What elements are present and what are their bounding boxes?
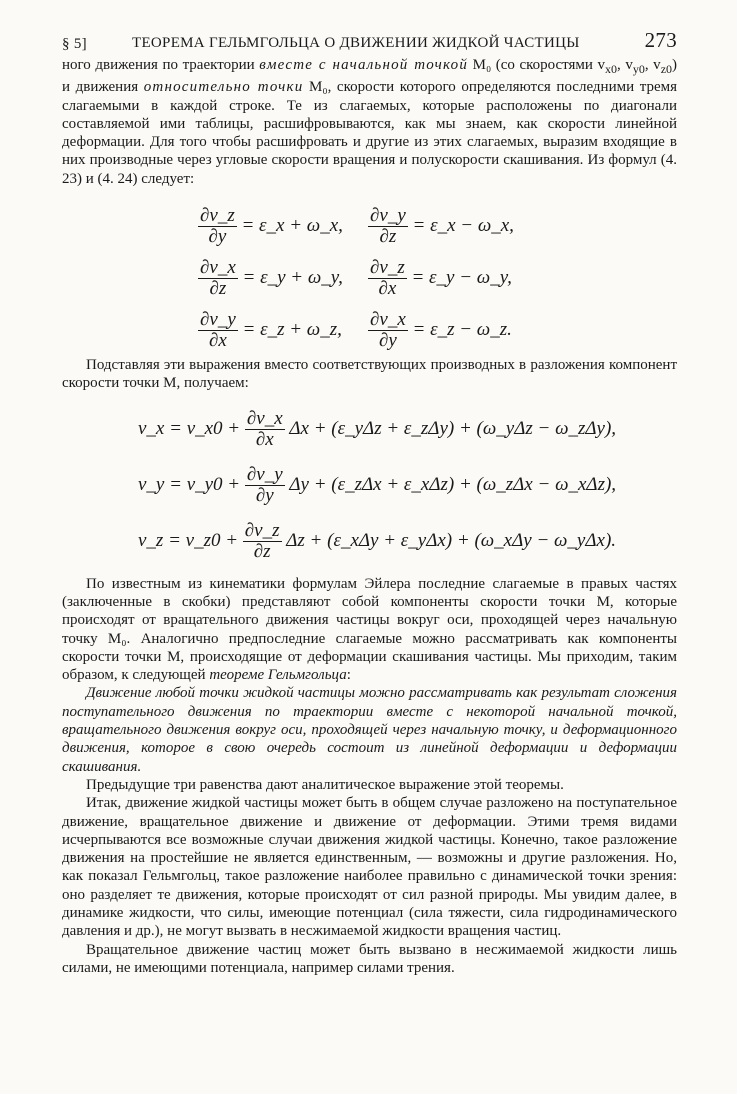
eq6-numerator: ∂v_x [370,309,406,331]
vx-denominator: ∂x [255,428,274,450]
eq3-denominator: ∂z [209,278,227,300]
theorem-statement: Движение любой точки жидкой частицы можно рассматривать как результат сложения поступательного движения по траектории вместе с некоторой начальной точкой, вращательного движения вокруг оси, проходящей через начальную точку, и деформационного движения, которое в свою очередь состоит из линейной деформации и деформации скашивания. [62,685,677,775]
eq6-denominator: ∂y [378,330,397,352]
vx-numerator: ∂v_x [246,407,283,429]
velocity-equation-x [138,409,616,450]
p1-text-e: ) и движения [62,57,678,96]
eq6-rhs: = ε_z − ω_z. [412,318,512,340]
vz-rhs: Δz + (ε_xΔy + ε_yΔx) + (ω_xΔy − ω_yΔx). [281,529,617,551]
vz-lhs: v_z = v_z0 + [138,529,243,551]
equation-4 [368,258,512,299]
p1-emph-b: относительно точки [143,79,304,96]
paragraph-1 [62,56,677,188]
equation-block-velocity [62,409,677,575]
eq5-rhs: = ε_z + ω_z, [242,318,342,340]
eq4-rhs: = ε_y − ω_y, [411,266,512,288]
p1-sub-c: z0 [660,62,673,76]
equation-block-derivatives [62,206,677,356]
vy-numerator: ∂v_y [246,463,283,485]
p3-text-a: По известным из кинематики формулам Эйлера последние слагаемые в правых частях (заключенные в скобки) представляют собой компоненты скорости точки M, которые происходят от вращательного движения частицы вокруг оси, проходящей через начальную точку M₀. Аналогично предпоследние слагаемые можно рассматривать как компоненты скорости точки M, происходящие от деформации скашивания частицы. Мы приходим, таким образом, к следующей [62,575,677,684]
vy-lhs: v_y = v_y0 + [138,473,245,495]
velocity-equation-z [138,521,616,562]
eq2-denominator: ∂z [379,226,397,248]
paragraph-5: Итак, движение жидкой частицы может быть в общем случае разложено на поступательное движение, вращательное движение и движение от деформации. Этими тремя видами исчерпываются все возможные случаи движения жидкой частицы. Конечно, такое разложение движения на простейшие не является единственным, — возможны и другие разложения. Но, как показал Гельмгольц, такое разложение наиболее правильно с динамической точки зрения: оно разделяет те движения, которые происходят от сил разной природы. Мы увидим далее, в динамике жидкости, что силы, имеющие потенциал (сила тяжести, сила гидродинамического давления и др.), не могут вызвать в несжимаемой жидкости вращения частиц. [62,795,677,940]
equation-6 [368,310,512,351]
running-header [62,28,677,56]
vz-numerator: ∂v_z [244,519,280,541]
equation-3 [198,258,343,299]
p1-sub-a: x0 [605,62,618,76]
running-title: ТЕОРЕМА ГЕЛЬМГОЛЬЦА О ДВИЖЕНИИ ЖИДКОЙ ЧАСТИЦЫ [132,35,580,51]
p3-text-b: : [346,667,351,684]
vy-rhs: Δy + (ε_zΔx + ε_xΔz) + (ω_zΔx − ω_xΔz), [284,473,617,495]
p1-sub-b: y0 [632,62,645,76]
page-number: 273 [644,28,677,52]
velocity-equation-y [138,465,616,506]
eq1-denominator: ∂y [208,226,227,248]
p1-text-b: M₀ (со скоростями v [468,57,606,73]
eq4-numerator: ∂v_z [370,257,405,279]
eq1-rhs: = ε_x + ω_x, [241,214,343,236]
vx-lhs: v_x = v_x0 + [138,417,245,439]
eq5-denominator: ∂x [208,330,227,352]
vy-denominator: ∂y [255,484,274,506]
eq1-numerator: ∂v_z [200,205,235,227]
eq3-numerator: ∂v_x [200,257,236,279]
eq2-rhs: = ε_x − ω_x, [412,214,514,236]
eq3-rhs: = ε_y + ω_y, [242,266,343,288]
paragraph-3 [62,575,677,685]
equation-2 [368,206,514,247]
section-marker: § 5] [62,36,87,52]
eq5-numerator: ∂v_y [200,309,236,331]
p1-text-c: , v [617,57,633,73]
p1-text-d: , v [644,57,661,73]
paragraph-2: Подставляя эти выражения вместо соответствующих производных в разложения компонент скорости точки M, получаем: [62,357,677,392]
eq4-denominator: ∂x [378,278,397,300]
equation-5 [198,310,342,351]
p1-text-a: ного движения по траектории [62,57,260,73]
equation-1 [198,206,343,247]
p1-text-f: M₀, скорости которого определяются последними тремя слагаемыми в каждой строке. Те из слагаемых, которые расположены по диагонали составляемой ими таблицы, расшифровываются, как мы знаем, как скорости линейной деформации. Для того чтобы расшифровать и другие из этих слагаемых, выразим входящие в них производные через угловые скорости вращения и полускорости скашивания. Из формул (4. 23) и (4. 24) следует: [62,79,677,187]
p3-emph: теореме Гельмгольца [209,667,347,684]
paragraph-4: Предыдущие три равенства дают аналитическое выражение этой теоремы. [86,776,564,793]
vx-rhs: Δx + (ε_yΔz + ε_zΔy) + (ω_yΔz − ω_zΔy), [284,417,617,439]
paragraph-6: Вращательное движение частиц может быть вызвано в несжимаемой жидкости лишь силами, не имеющими потенциала, например силами трения. [62,941,677,976]
vz-denominator: ∂z [253,540,271,562]
eq2-numerator: ∂v_y [370,205,406,227]
p1-emph-a: вместе с начальной точкой [259,57,469,73]
